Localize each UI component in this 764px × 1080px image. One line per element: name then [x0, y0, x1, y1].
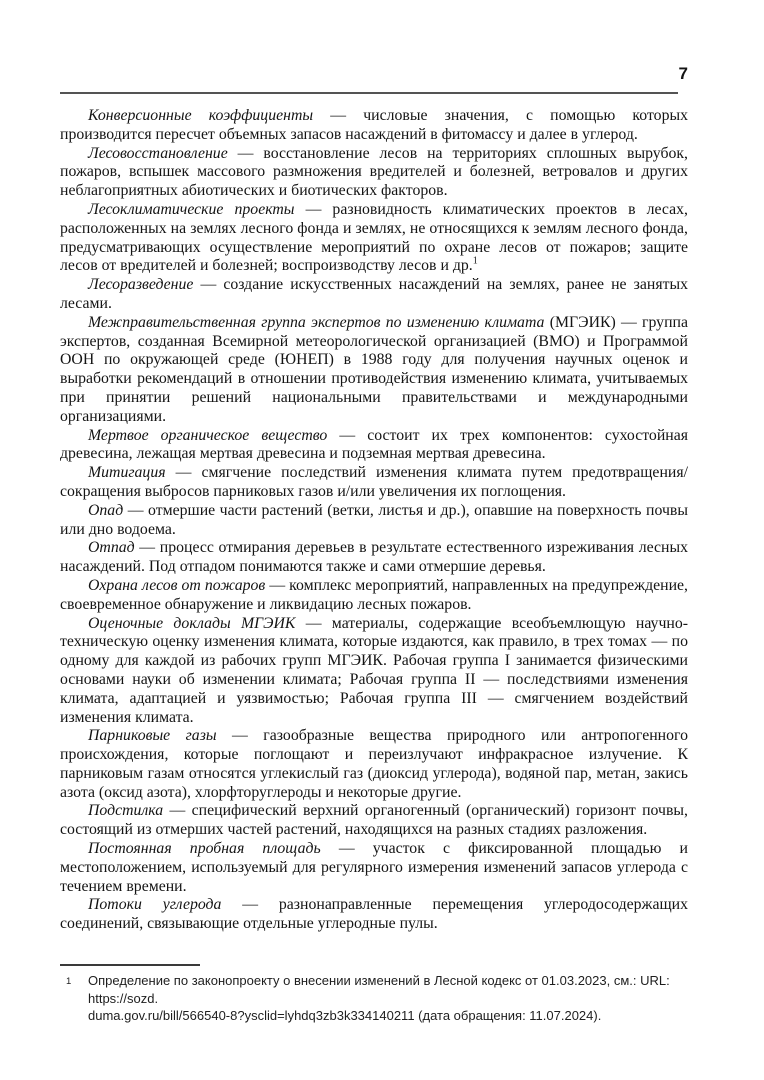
footnote-line-2 — [60, 1007, 688, 1025]
glossary-entry — [60, 577, 688, 615]
glossary-definition: — создание искусственных насаждений на землях, ранее не занятых лесами. — [60, 276, 689, 312]
glossary-entry — [60, 727, 688, 802]
footnote-marker: 1 — [66, 976, 72, 987]
glossary-term: Опад — [88, 501, 124, 519]
glossary-definition: — комплекс мероприятий, направленных на предупреждение, своевременное обнаружение и ликвидацию лесных пожаров. — [60, 576, 688, 613]
glossary-definition: — числовые значения, с помощью которых производится пересчет объемных запасов насаждений в фитомассу и далее в углерод. — [60, 107, 688, 143]
glossary-entry — [60, 427, 688, 465]
glossary-definition: — специфический верхний органогенный (органический) горизонт почвы, состоящий из отмерших частей растений, находящихся на разных стадиях разложения. — [60, 802, 688, 839]
glossary-definition: — участок с фиксированной площадью и местоположением, используемый для регулярного измерения изменений запасов углерода с течением времени. — [60, 840, 689, 895]
footnote-text: duma.gov.ru/bill/566540-8?ysclid=lyhdq3zb3k334140211 (дата обращения: 11.07.2024). — [88, 1008, 602, 1023]
glossary-entry — [60, 539, 688, 577]
glossary-term: Подстилка — [88, 802, 164, 820]
footnote-text: Определение по законопроекту о внесении изменений в Лесной кодекс от 01.03.2023, см.: URL: https://sozd. — [88, 973, 670, 1006]
glossary-definition: (МГЭИК) — группа экспертов, созданная Всемирной метеорологической организацией (ВМО) и Программой ООН по окружающей среде (ЮНЕП) в 1988 году для получения научных оценок и выработки рекомендаций в отношении противодействия изменению климата, учитываемых при принятии решений национальными правительствами и международными организациями. — [60, 313, 689, 425]
glossary-definition: — отмершие части растений (ветки, листья и др.), опавшие на поверхность почвы или дно водоема. — [60, 501, 688, 538]
footnote-rule — [60, 964, 200, 966]
footnote-reference: 1 — [472, 256, 478, 268]
footnote-line-1 — [60, 972, 688, 1007]
glossary-entry — [60, 464, 688, 502]
glossary-term: Охрана лесов от пожаров — [88, 576, 266, 594]
footnote — [60, 964, 688, 1025]
glossary-term: Конверсионные коэффициенты — [88, 107, 314, 124]
glossary-entry — [60, 107, 688, 145]
header-rule — [60, 92, 678, 94]
glossary-body — [60, 107, 688, 934]
glossary-definition: — материалы, содержащие всеобъемлющую научно-техническую оценку изменения климата, которые издаются, как правило, в трех томах — по одному для каждой из рабочих групп МГЭИК. Рабочая группа I занимается физическими основами науки об изменении климата; Рабочая группа II — последствиями изменения климата, адаптацией и уязвимостью; Рабочая группа III — смягчением воздействий изменения климата. — [60, 614, 689, 726]
glossary-definition: — состоит их трех компонентов: сухостойная древесина, лежащая мертвая древесина и подземная мертвая древесина. — [60, 426, 688, 463]
glossary-definition: — смягчение последствий изменения климата путем предотвращения/сокращения выбросов парниковых газов и/или увеличения их поглощения. — [60, 464, 689, 500]
glossary-entry — [60, 802, 688, 840]
glossary-term: Отпад — [88, 539, 135, 557]
glossary-term: Лесоразведение — [88, 276, 194, 294]
glossary-definition: — процесс отмирания деревьев в результате естественного изреживания лесных насаждений. Под отпадом понимаются также и сами отмершие деревья. — [60, 539, 688, 576]
glossary-definition: — газообразные вещества природного или антропогенного происхождения, которые поглощают и переизлучают инфракрасное излучение. К парниковым газам относятся углекислый газ (диоксид углерода), водяной пар, метан, закись азота (оксид азота), хлорфторуглероды и некоторые другие. — [60, 727, 688, 801]
glossary-term: Лесоклиматические проекты — [88, 200, 295, 218]
glossary-term: Постоянная пробная площадь — [88, 840, 321, 858]
glossary-entry — [60, 145, 688, 201]
glossary-term: Мертвое органическое вещество — [88, 426, 328, 444]
glossary-term: Оценочные доклады МГЭИК — [88, 614, 296, 632]
glossary-entry — [60, 201, 688, 276]
glossary-term: Митигация — [88, 464, 166, 482]
glossary-entry — [60, 896, 688, 934]
glossary-entry — [60, 615, 688, 728]
glossary-term: Межправительственная группа экспертов по изменению климата — [88, 313, 545, 331]
page-number: 7 — [678, 64, 688, 83]
glossary-definition: — восстановление лесов на территориях сплошных вырубок, пожаров, вспышек массового размножения вредителей и болезней, ветровалов и других неблагоприятных абиотических и биотических факторов. — [60, 144, 689, 200]
glossary-definition: — разнонаправленные перемещения углеродосодержащих соединений, связывающие отдельные углеродные пулы. — [60, 896, 688, 933]
glossary-entry — [60, 314, 688, 427]
glossary-entry — [60, 276, 688, 314]
glossary-term: Лесовосстановление — [88, 144, 228, 162]
glossary-entry — [60, 502, 688, 540]
glossary-term: Парниковые газы — [88, 727, 217, 745]
glossary-entry — [60, 840, 688, 896]
glossary-definition: — разновидность климатических проектов в лесах, расположенных на землях лесного фонда и землях, не относящихся к землям лесного фонда, предусматривающих осуществление мероприятий по охране лесов от пожаров; защите лесов от вредителей и болезней; воспроизводству лесов и др. — [60, 200, 688, 275]
glossary-term: Потоки углерода — [88, 896, 222, 914]
